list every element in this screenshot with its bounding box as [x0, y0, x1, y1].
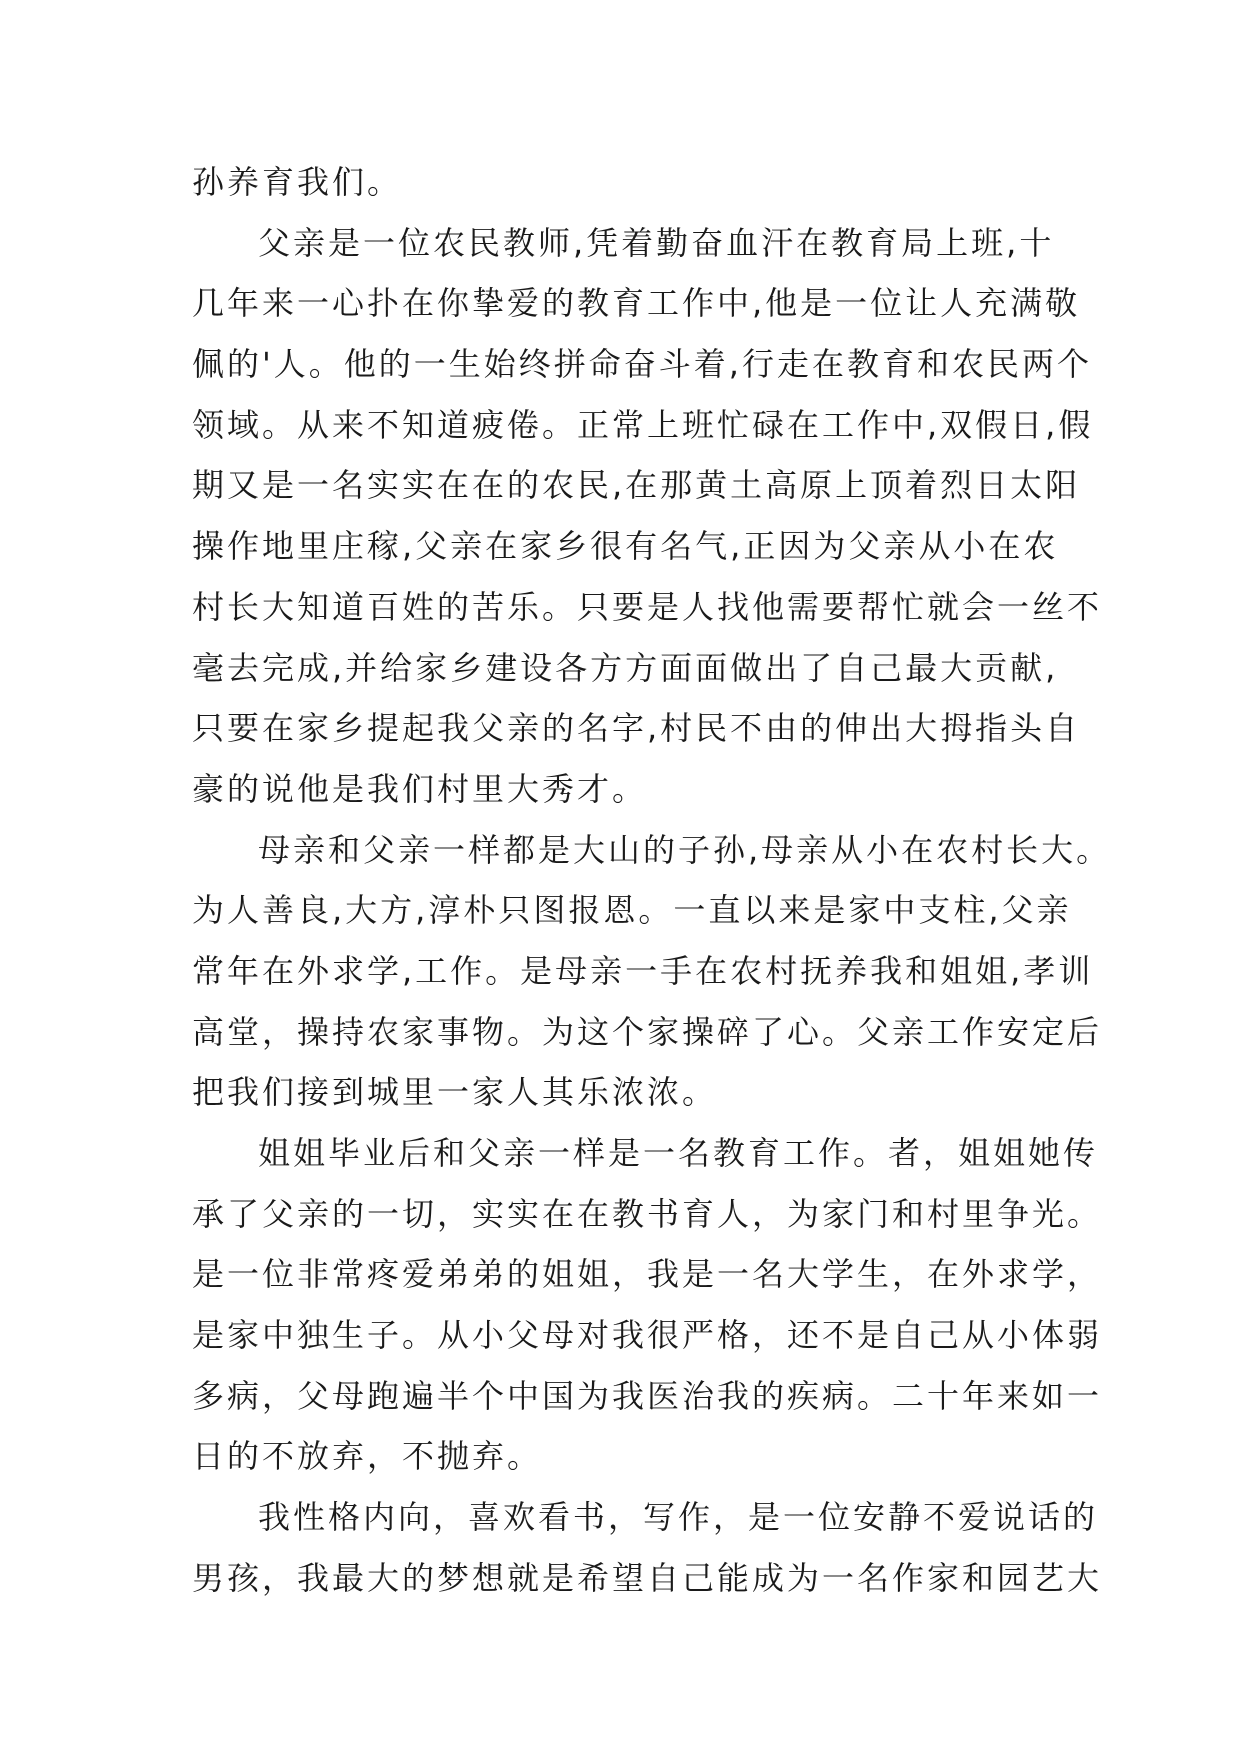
text-line: 母亲和父亲一样都是大山的子孙,母亲从小在农村长大。 — [258, 830, 1112, 869]
text-line: 几年来一心扑在你挚爱的教育工作中,他是一位让人充满敬 — [192, 284, 1081, 323]
text-line: 佩的'人。他的一生始终拼命奋斗着,行走在教育和农民两个 — [192, 345, 1092, 384]
text-line: 期又是一名实实在在的农民,在那黄土高原上顶着烈日太阳 — [192, 466, 1081, 505]
text-line: 我性格内向，喜欢看书，写作，是一位安静不爱说话的 — [258, 1498, 1099, 1537]
text-line: 姐姐毕业后和父亲一样是一名教育工作。者，姐姐她传 — [258, 1134, 1099, 1172]
text-line: 是一位非常疼爱弟弟的姐姐，我是一名大学生，在外求学， — [192, 1255, 1103, 1294]
text-line: 高堂，操持农家事物。为这个家操碎了心。父亲工作安定后 — [192, 1012, 1103, 1051]
text-line: 常年在外求学,工作。是母亲一手在农村抚养我和姐姐,孝训 — [192, 951, 1094, 990]
text-line: 承了父亲的一切，实实在在教书育人，为家门和村里争光。 — [192, 1194, 1103, 1233]
text-line: 多病，父母跑遍半个中国为我医治我的疾病。二十年来如一 — [192, 1376, 1103, 1415]
text-line: 日的不放弃，不抛弃。 — [192, 1437, 543, 1476]
text-line: 村长大知道百姓的苦乐。只要是人找他需要帮忙就会一丝不 — [192, 587, 1103, 626]
text-line: 为人善良,大方,淳朴只图报恩。一直以来是家中支柱,父亲 — [192, 891, 1072, 930]
text-line: 是家中独生子。从小父母对我很严格，还不是自己从小体弱 — [192, 1316, 1103, 1355]
text-line: 把我们接到城里一家人其乐浓浓。 — [192, 1073, 718, 1112]
text-line: 孙养育我们。 — [192, 163, 403, 201]
text-line: 毫去完成,并给家乡建设各方方面面做出了自己最大贡献, — [192, 648, 1059, 687]
text-line: 父亲是一位农民教师,凭着勤奋血汗在教育局上班,十 — [258, 223, 1055, 262]
text-line: 操作地里庄稼,父亲在家乡很有名气,正因为父亲从小在农 — [192, 527, 1059, 566]
text-line: 领域。从来不知道疲倦。正常上班忙碌在工作中,双假日,假 — [192, 405, 1094, 444]
text-line: 只要在家乡提起我父亲的名字,村民不由的伸出大拇指头自 — [192, 709, 1081, 748]
document-body — [192, 152, 1112, 1609]
text-line: 男孩，我最大的梦想就是希望自己能成为一名作家和园艺大 — [192, 1558, 1103, 1597]
text-line: 豪的说他是我们村里大秀才。 — [192, 769, 648, 808]
